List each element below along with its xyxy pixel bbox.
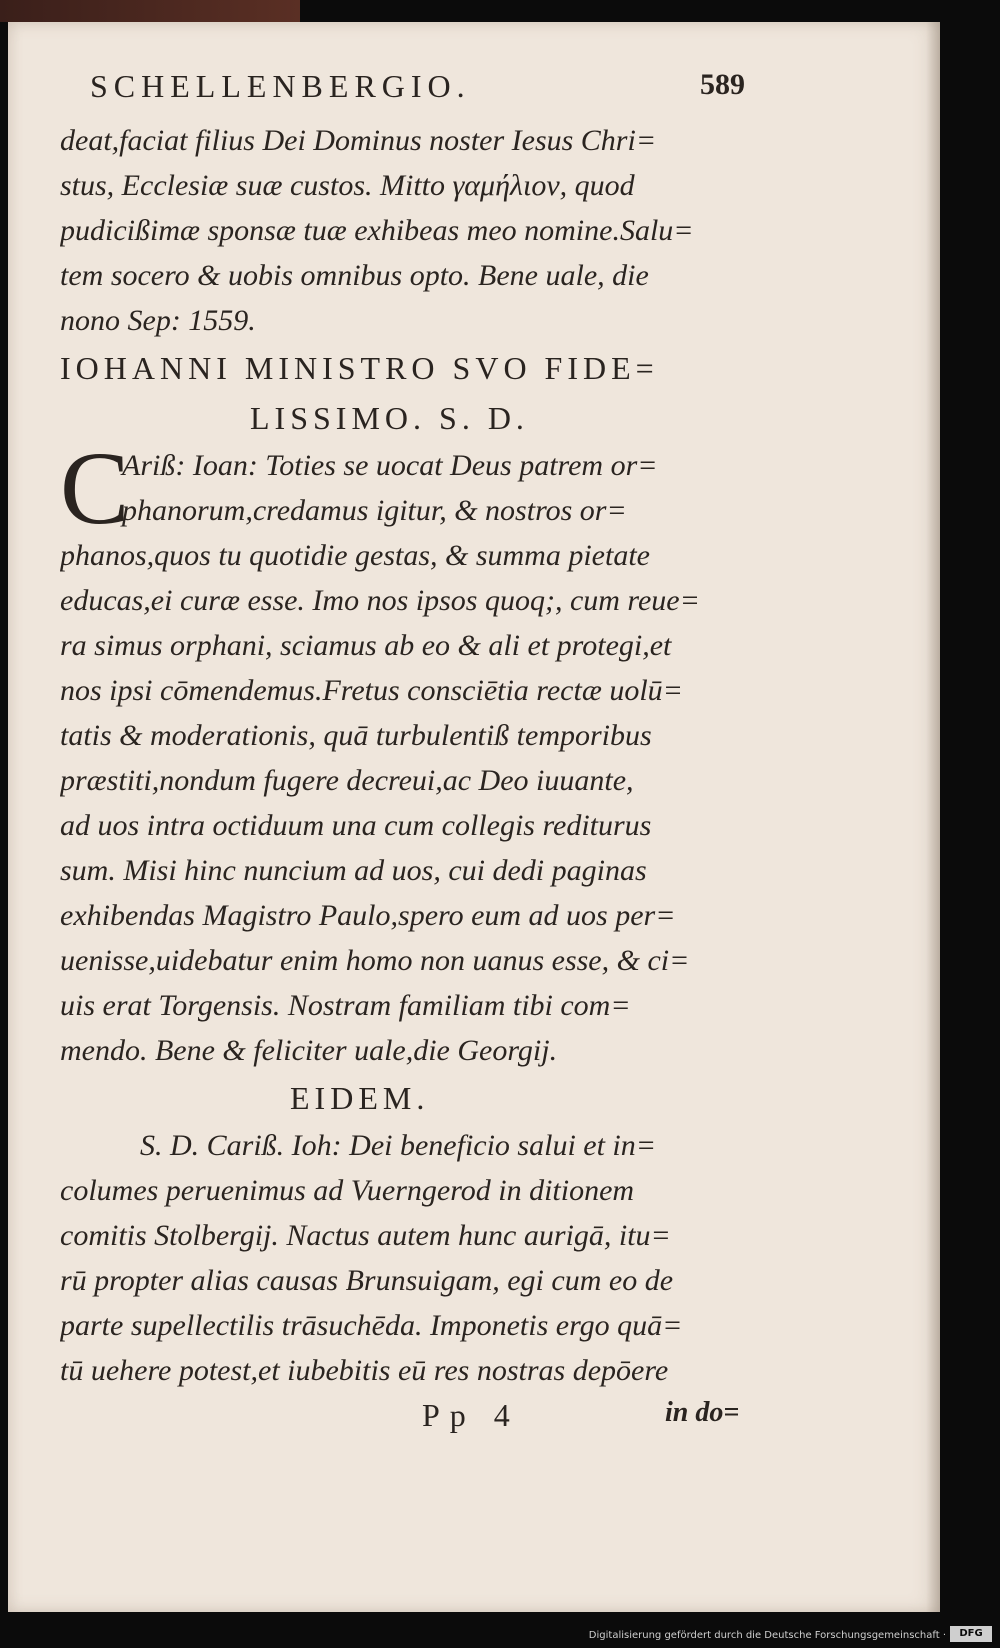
signature-mark: Pp 4 (422, 1397, 520, 1433)
text-line: ra simus orphani, sciamus ab eo & ali et protegi,et (60, 629, 672, 662)
text-line: Ariß: Ioan: Toties se uocat Deus patrem or= (122, 449, 658, 482)
text-line: phanos,quos tu quotidie gestas, & summa pietate (60, 539, 650, 572)
intro-paragraph (60, 118, 770, 343)
page-footer (60, 1393, 770, 1443)
footer-bar (0, 1618, 1000, 1648)
text-line: tem socero & uobis omnibus opto. Bene uale, die (60, 259, 649, 292)
letter-heading (60, 343, 770, 443)
text-line: nos ipsi cōmendemus.Fretus consciētia rectæ uolū= (60, 674, 683, 707)
heading-line: IOHANNI MINISTRO SVO FIDE= (60, 350, 659, 386)
text-line: uis erat Torgensis. Nostram familiam tibi com= (60, 989, 631, 1022)
running-head: SCHELLENBERGIO. (90, 68, 471, 104)
text-line: præstiti,nondum fugere decreui,ac Deo iuuante, (60, 764, 634, 797)
text-line: deat,faciat filius Dei Dominus noster Iesus Chri= (60, 124, 657, 157)
text-line: pudicißimæ sponsæ tuæ exhibeas meo nomine.Salu= (60, 214, 694, 247)
text-line: exhibendas Magistro Paulo,spero eum ad uos per= (60, 899, 676, 932)
page-edge-shadow (926, 22, 940, 1612)
text-line: rū propter alias causas Brunsuigam, egi cum eo de (60, 1264, 674, 1297)
text-block (60, 62, 770, 1443)
book-edge-strip (0, 0, 300, 22)
text-line: sum. Misi hinc nuncium ad uos, cui dedi paginas (60, 854, 647, 887)
text-line: columes peruenimus ad Vuerngerod in ditionem (60, 1174, 635, 1207)
dfg-logo: DFG (950, 1626, 992, 1642)
text-line: comitis Stolbergij. Nactus autem hunc aurigā, itu= (60, 1219, 671, 1252)
text-line: nono Sep: 1559. (60, 304, 256, 337)
letter-two (60, 1123, 770, 1393)
digitization-credit: Digitalisierung gefördert durch die Deutsche Forschungsgemeinschaft · (588, 1630, 946, 1641)
catchword: in do= (665, 1397, 740, 1428)
text-line: tatis & moderationis, quā turbulentiß temporibus (60, 719, 652, 752)
text-line: S. D. Cariß. Ioh: Dei beneficio salui et in= (140, 1129, 657, 1162)
page-number: 589 (700, 68, 745, 101)
text-line: uenisse,uidebatur enim homo non uanus esse, & ci= (60, 944, 690, 977)
text-line: tū uehere potest,et iubebitis eū res nostras depōere (60, 1354, 669, 1387)
text-line: stus, Ecclesiæ suæ custos. Mitto γαμήλιον, quod (60, 169, 635, 202)
drop-capital: C (60, 431, 130, 546)
letter-one (60, 431, 770, 1073)
heading-line: LISSIMO. S. D. (250, 400, 529, 436)
book-page (8, 22, 940, 1612)
page-header (60, 62, 770, 118)
text-line: ad uos intra octiduum una cum collegis rediturus (60, 809, 652, 842)
text-line: mendo. Bene & feliciter uale,die Georgij. (60, 1034, 558, 1067)
letter-two-heading: EIDEM. (290, 1080, 430, 1116)
text-line: phanorum,credamus igitur, & nostros or= (122, 494, 627, 527)
text-line: parte supellectilis trāsuchēda. Imponetis ergo quā= (60, 1309, 683, 1342)
text-line: educas,ei curæ esse. Imo nos ipsos quoq;, cum reue= (60, 584, 700, 617)
